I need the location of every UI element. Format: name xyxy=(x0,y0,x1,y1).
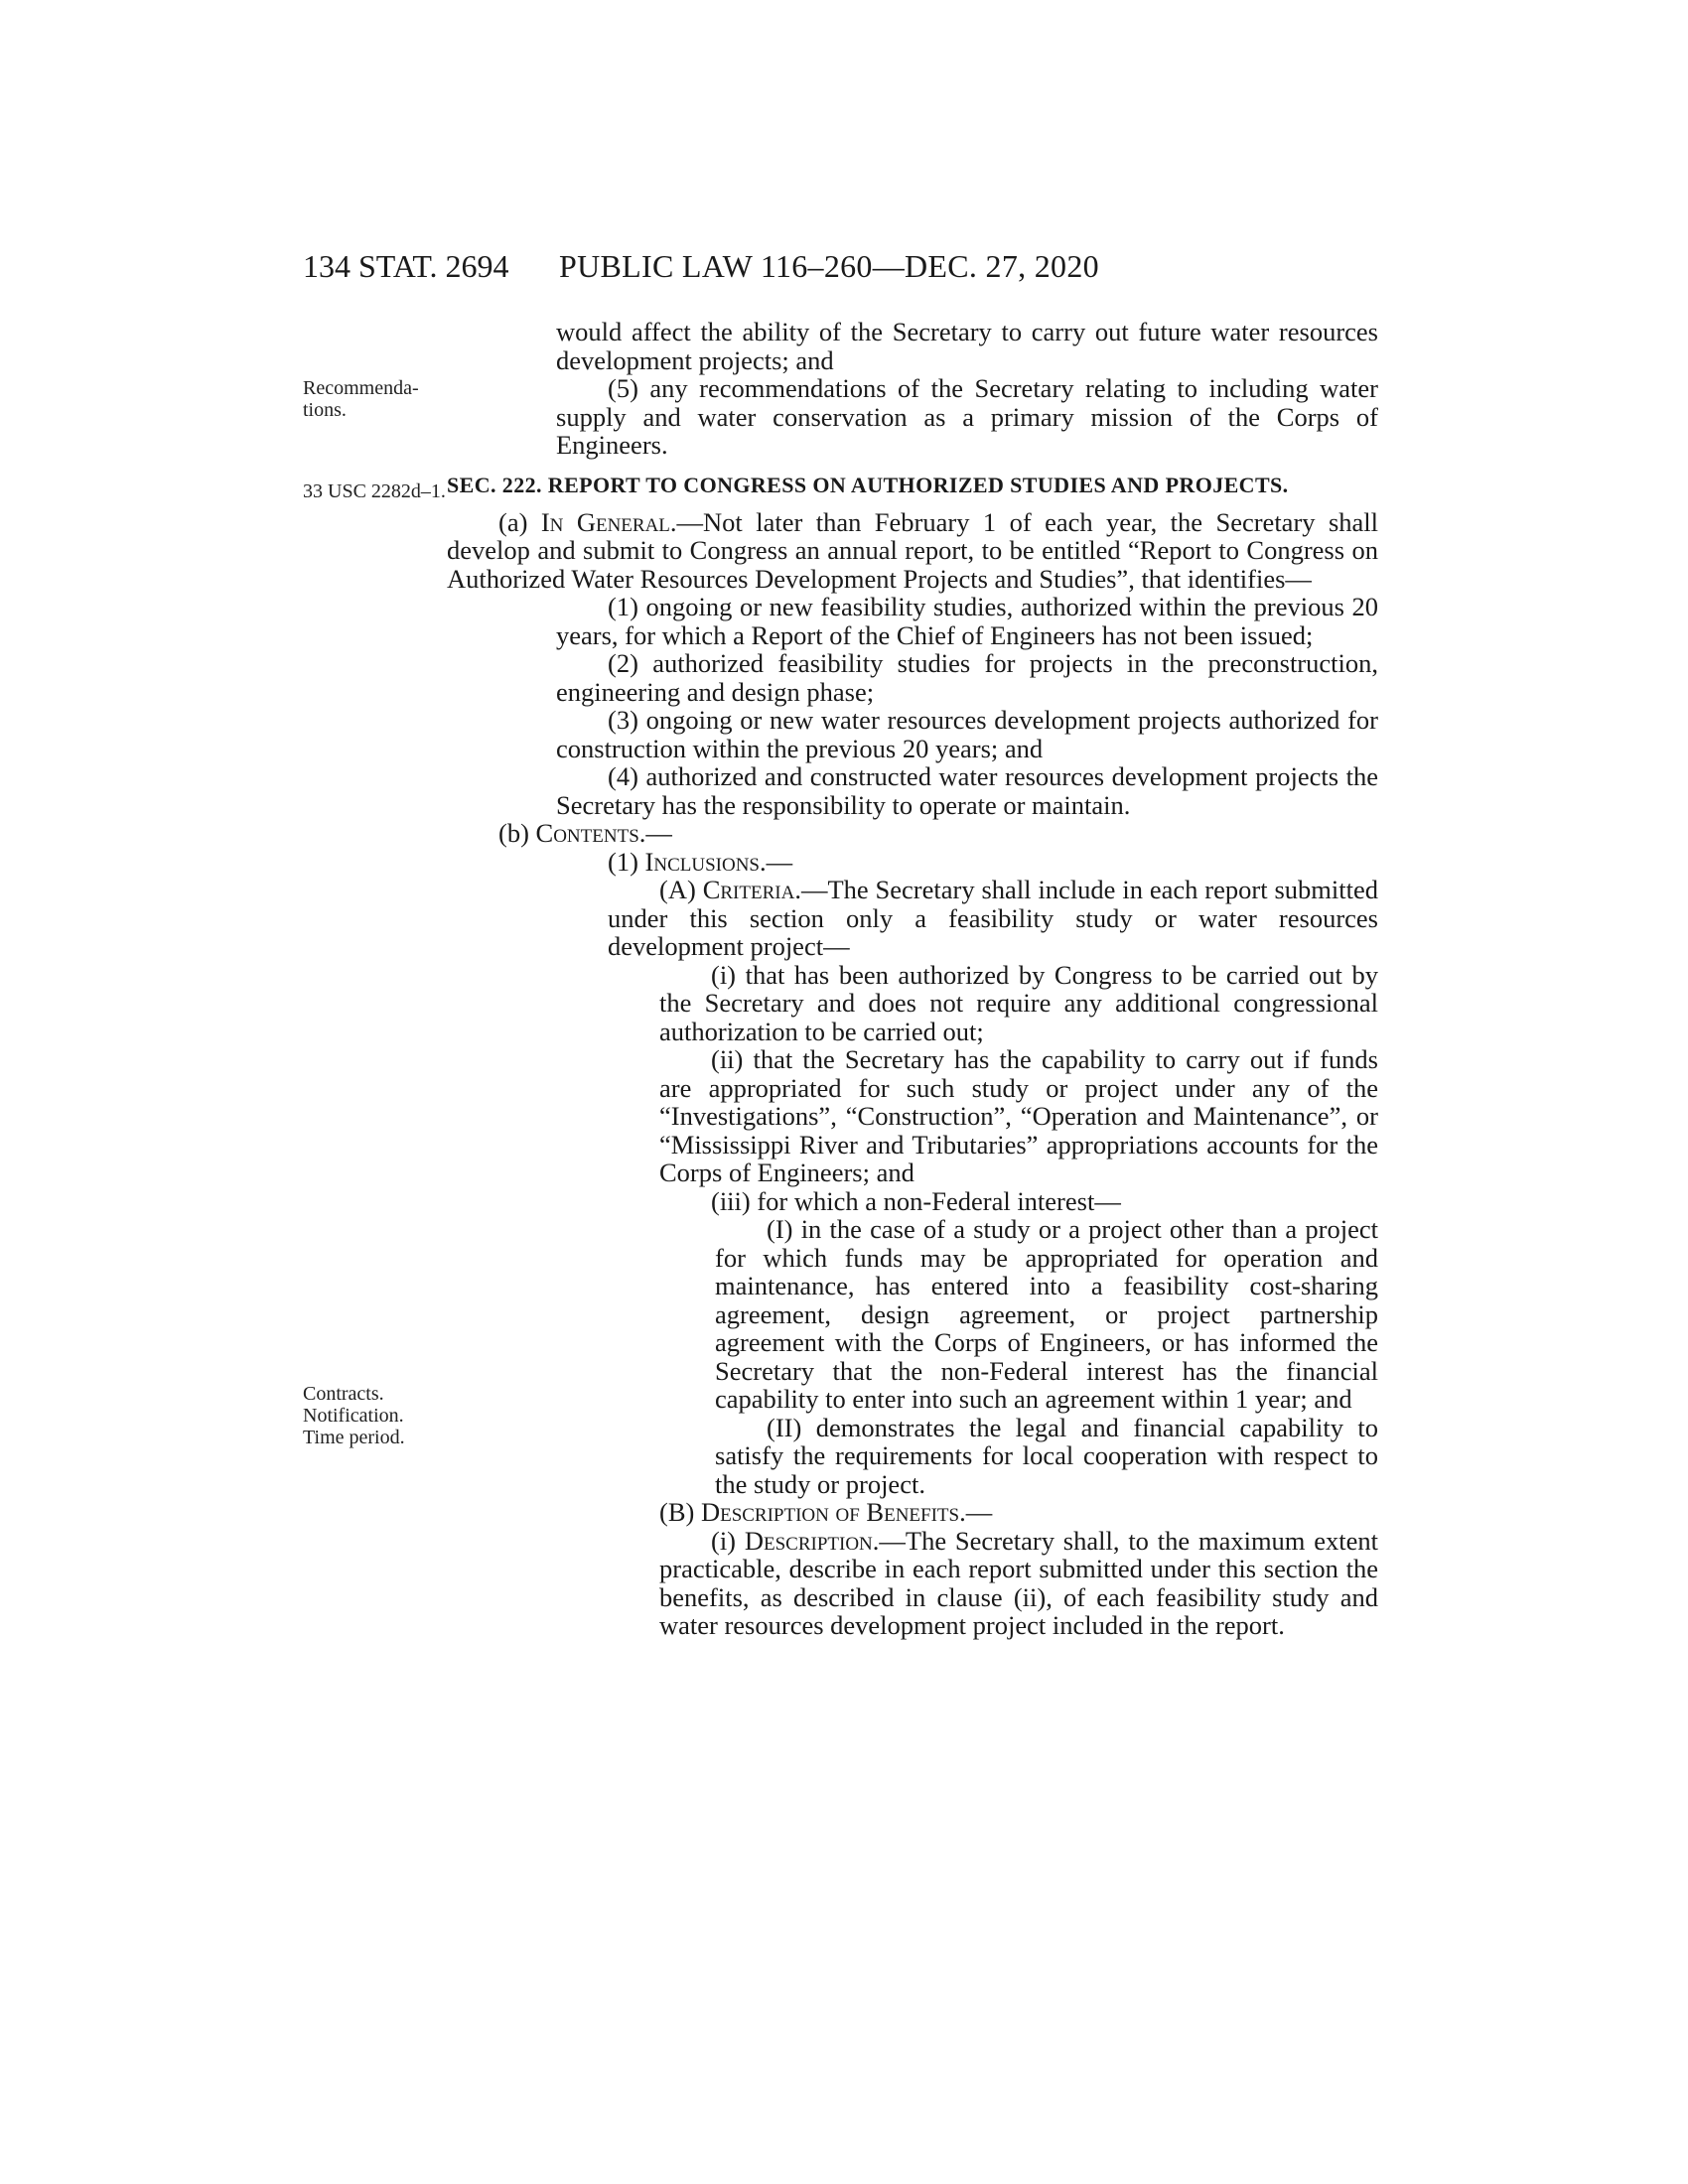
text: .—Not later than February 1 of each year, the Secretary shall develop and submit to Congress an annual report, to be entitled “Report to Congress on Authorized Water Resources Development Projects and Studies”, that identifies— xyxy=(447,506,1379,594)
subsection-b xyxy=(447,819,1378,848)
heading: Inclusions xyxy=(644,846,760,877)
text: .—The Secretary shall include in each report submitted under this section only a feasibility study or water resources development project— xyxy=(608,875,1378,961)
clause-B-i xyxy=(504,1527,1378,1640)
subparagraph-B xyxy=(504,1498,1378,1527)
paragraph-b1 xyxy=(504,848,1378,877)
margin-note-line: Contracts. xyxy=(303,1383,384,1405)
margin-note-line: Recommenda- xyxy=(303,377,419,399)
clause-ii: (ii) that the Secretary has the capability to carry out if funds are appropriated for such study or project under any of the “Investigations”, “Construction”, “Operation and Maintenance”, or “Mississippi River and Tributaries” appropriations accounts for the Corps of Engineers; and xyxy=(659,1044,1378,1187)
public-law-title: PUBLIC LAW 116–260—DEC. 27, 2020 xyxy=(559,248,1099,284)
paragraph-5: (5) any recommendations of the Secretary relating to including water supply and water conservation as a primary mission of the Corps of Engineers. xyxy=(556,373,1378,460)
paragraph-a3: (3) ongoing or new water resources development projects authorized for construction within the previous 20 years; and xyxy=(556,705,1378,763)
label: (b) xyxy=(498,818,536,848)
heading: Criteria xyxy=(702,875,795,904)
margin-note-usc: 33 USC 2282d–1. xyxy=(303,480,446,502)
subparagraph-A xyxy=(504,876,1378,961)
page-header xyxy=(0,248,1688,288)
text: .— xyxy=(759,846,793,877)
clause-i: (i) that has been authorized by Congress to be carried out by the Secretary and does not require any additional congressional authorization to be carried out; xyxy=(659,959,1378,1046)
document-body xyxy=(447,317,1379,1640)
section-heading: SEC. 222. REPORT TO CONGRESS ON AUTHORIZED STUDIES AND PROJECTS. xyxy=(447,472,1289,497)
statute-page-number: 134 STAT. 2694 xyxy=(303,248,509,284)
label: (A) xyxy=(659,875,703,904)
subclause-I: (I) in the case of a study or a project other than a project for which funds may be appropriated for operation and maintenance, has entered into a feasibility cost-sharing agreement, design agreement, or project partnership agreement with the Corps of Engineers, or has informed the Secretary that the non-Federal interest has the financial capability to enter into such an agreement within 1 year; and xyxy=(715,1214,1378,1414)
text: .— xyxy=(959,1497,993,1527)
subclause-II: (II) demonstrates the legal and financial capability to satisfy the requirements for local cooperation with respect to the study or project. xyxy=(715,1412,1378,1499)
margin-note-recommendations xyxy=(303,377,419,421)
paragraph-a2: (2) authorized feasibility studies for projects in the preconstruction, engineering and design phase; xyxy=(556,648,1378,707)
clause-iii: (iii) for which a non-Federal interest— xyxy=(711,1185,1121,1216)
heading: In General xyxy=(540,506,670,537)
label: (1) xyxy=(608,846,645,877)
text: .—The Secretary shall, to the maximum extent practicable, describe in each report submitted under this section the benefits, as described in clause (ii), of each feasibility study and water resources development project included in the report. xyxy=(659,1525,1378,1640)
margin-note-line: Time period. xyxy=(303,1427,405,1448)
paragraph-continuation: would affect the ability of the Secretary to carry out future water resources development projects; and xyxy=(556,317,1378,375)
heading: Description xyxy=(744,1525,873,1556)
margin-note-contracts xyxy=(303,1383,405,1448)
label: (a) xyxy=(498,506,541,537)
paragraph-a1: (1) ongoing or new feasibility studies, authorized within the previous 20 years, for which a Report of the Chief of Engineers has not been issued; xyxy=(556,592,1378,650)
label: (i) xyxy=(711,1525,745,1556)
margin-note-line: Notification. xyxy=(303,1405,404,1427)
text: .— xyxy=(638,818,672,848)
heading: Contents xyxy=(535,818,639,848)
margin-note-line: tions. xyxy=(303,399,347,421)
label: (B) xyxy=(659,1497,701,1527)
subsection-a xyxy=(447,508,1378,594)
heading: Description of Benefits xyxy=(700,1497,960,1527)
paragraph-a4: (4) authorized and constructed water resources development projects the Secretary has the responsibility to operate or maintain. xyxy=(556,761,1378,820)
